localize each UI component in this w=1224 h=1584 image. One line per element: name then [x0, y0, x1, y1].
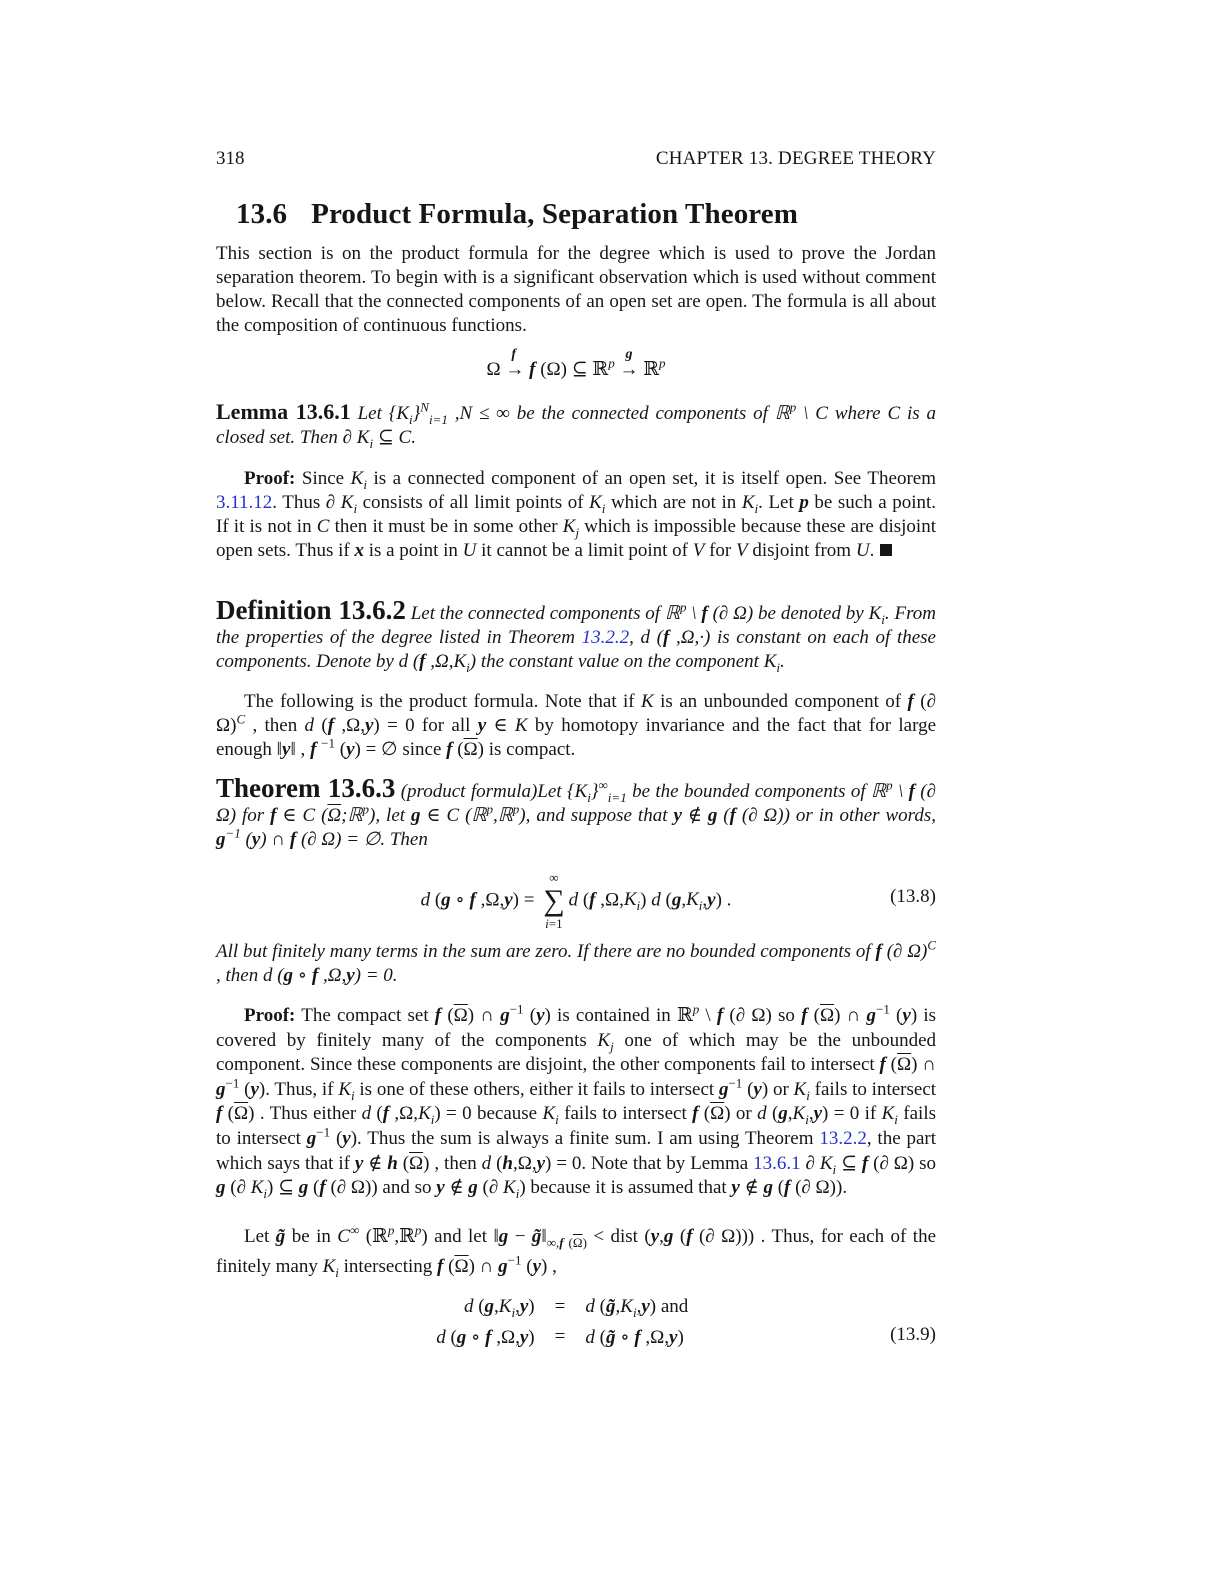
theorem-link[interactable]: 13.2.2	[581, 627, 630, 648]
theorem-label: Theorem 13.6.3	[216, 773, 396, 803]
running-header	[216, 148, 936, 174]
theorem-link[interactable]: 13.2.2	[819, 1127, 867, 1149]
definition-statement: Definition 13.6.2 Let the connected components of ℝ$^p$ \ f (∂ Ω) be denoted by $K_i$. From the properties of the degree listed in Theorem 13.2.2, d (f ,Ω,·) is constant on each of these components. Denote by d (f $,\Omega,K_i$) the constant value on the component $K_i$.	[216, 595, 936, 675]
theorem-statement: Theorem 13.6.3 (product formula)Let $\{K_i\}^\infty_{i=1}$ be the bounded components of ℝ$^p$ \ f (∂ Ω) for f ∈ C $(\overline{\Omega};ℝ^p)$, let g ∈ C (ℝ$^p$,ℝ$^p$), and suppose that y ∉ g (f (∂ Ω)) or in other words, $g^{-1}$ (y) ∩ f (∂ Ω) = ∅. Then	[216, 773, 937, 850]
product-formula-equation: d (g ∘ f ,Ω,y) = ∞ ∑ i=1 d (f $,\Omega,K_i$) d $(g,K_i,y)$ .	[420, 870, 732, 931]
equation-number: (13.9)	[890, 1324, 936, 1345]
lemma-link[interactable]: 13.6.1	[753, 1152, 801, 1174]
proof-label: Proof:	[244, 468, 296, 489]
proof-label: Proof:	[244, 1005, 296, 1026]
equation-number: (13.8)	[890, 886, 936, 907]
section-title: Product Formula, Separation Theorem	[311, 198, 798, 230]
lemma-proof: Proof: Since $K_i$ is a connected component of an open set, it is itself open. See Theorem 3.11.12. Thus ∂ $K_i$ consists of all limit points of $K_i$ which are not in $K_i$. Let p be such a point. If it is not in C then it must be in some other $K_j$ which is impossible because these are disjoint open sets. Thus if x is a point in U it cannot be a limit point of V for V disjoint from U.	[216, 468, 937, 561]
product-formula-intro: The following is the product formula. Note that if K is an unbounded component of f (∂ Ω)$^C$ , then d (f ,Ω,y) = 0 for all y ∈ K by homotopy invariance and the fact that for large enough ‖y‖ , f $^{-1}$ (y) = ∅ since f $(\overline{\Omega})$ is compact.	[216, 691, 937, 760]
intro-paragraph: This section is on the product formula for the degree which is used to prove the Jordan separation theorem. To begin with is a significant observation which is used without comment below. Recall that the connected components of an open set are open. The formula is all about the composition of continuous functions.	[216, 243, 936, 336]
equation-row: d $(g,K_i,y)$ = d $(g̃,K_i,y)$ and	[463, 1296, 689, 1320]
theorem-remark: All but finitely many terms in the sum are zero. If there are no bounded components of f (∂ Ω)$^C$ , then d (g ∘ f ,Ω,y) = 0.	[216, 937, 936, 986]
sum-symbol: ∞ ∑ i=1	[543, 870, 565, 931]
section-number: 13.6	[236, 198, 288, 230]
theorem-proof: Proof: The compact set f $(\overline{\Omega})$ ∩ $g^{-1}$ (y) is contained in ℝ$^p$ \ f (∂ Ω) so f $(\overline{\Omega})$ ∩ $g^{-1}$ (y) is covered by finitely many of the components $K_j$ one of which may be the unbounded component. Since these components are disjoint, the other components fail to intersect f $(\overline{\Omega})$ ∩ $g^{-1}$ (y). Thus, if $K_i$ is one of these others, either it fails to intersect $g^{-1}$ (y) or $K_i$ fails to intersect f $(\overline{\Omega})$ . Thus either d (f $,\Omega,K_i) = 0$ because $K_i$ fails to intersect f $(\overline{\Omega})$ or d $(g,K_i,y) = 0$ if $K_i$ fails to intersect $g^{-1}$ (y). Thus the sum is always a finite sum. I am using Theorem 13.2.2, the part which says that if y ∉ h $(\overline{\Omega})$ , then d (h,Ω,y) = 0. Note that by Lemma 13.6.1 ∂ $K_i$ ⊆ f (∂ Ω) so g (∂ $K_i$) ⊆ g (f (∂ Ω)) and so y ∉ g (∂ $K_i$) because it is assumed that y ∉ g (f (∂ Ω)).	[216, 1001, 937, 1201]
lemma-label: Lemma 13.6.1	[216, 399, 351, 424]
aligned-equations	[416, 1292, 736, 1352]
theorem-tag: (product formula)	[400, 781, 538, 802]
qed-square	[880, 544, 892, 556]
equation-row: d (g ∘ f ,Ω,y) = d (g̃ ∘ f ,Ω,y)	[436, 1326, 684, 1348]
lemma-statement: Lemma 13.6.1 Let $\{K_i\}^N_{i=1}$ ,N ≤ ∞ be the connected components of ℝ$^p$ \ C where C is a closed set. Then ∂ $K_i$ ⊆ C.	[216, 399, 937, 451]
chapter-title: CHAPTER 13. DEGREE THEORY	[655, 148, 936, 169]
remark-sentence: All but finitely many terms in the sum are zero.	[216, 941, 573, 962]
page-number: 318	[216, 148, 245, 169]
section-heading	[236, 198, 798, 231]
definition-label: Definition 13.6.2	[216, 595, 406, 625]
theorem-link[interactable]: 3.11.12	[216, 492, 273, 513]
intro-sentence: The following is the product formula.	[244, 691, 539, 712]
composition-display: Ω f → f (Ω) ⊆ ℝ$^p$ g → ℝ$^p$	[486, 347, 666, 380]
approximation-paragraph: Let g̃ be in C∞ (ℝ$^p$,ℝ$^p$) and let ‖g − $g̃‖_{\infty,f (\overline{\Omega})}$ < dist (y,g (f (∂ Ω))) . Thus, for each of the finitely many $K_i$ intersecting f $(\overline{\Omega})$ ∩ $g^{-1}$ (y) ,	[216, 1222, 937, 1280]
